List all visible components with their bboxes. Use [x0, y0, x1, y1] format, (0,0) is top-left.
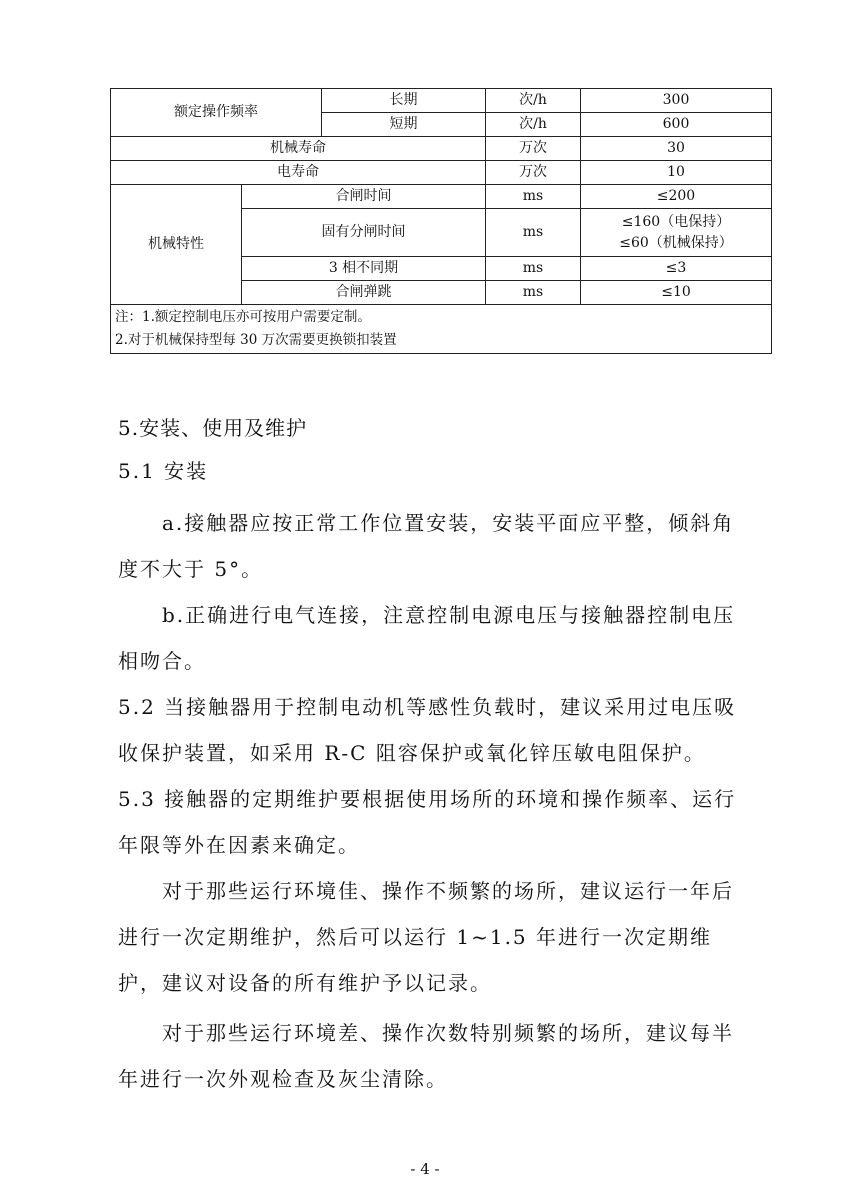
- table-row: [111, 161, 772, 185]
- open-time-value-electric: ≤160（电保持）: [621, 213, 731, 230]
- elec-life-value: 10: [581, 161, 772, 185]
- short-term-label: 短期: [322, 113, 486, 137]
- open-time-label: 固有分闸时间: [242, 209, 486, 257]
- table-notes: [111, 305, 772, 354]
- rated-freq-label: 额定操作频率: [111, 89, 322, 137]
- table-row: [111, 305, 772, 354]
- note-2: 2.对于机械保持型每 30 万次需要更换锁扣装置: [115, 332, 397, 348]
- paragraph-b: b.正确进行电气连接，注意控制电源电压与接触器控制电压相吻合。: [118, 603, 736, 673]
- long-term-value: 300: [581, 89, 772, 113]
- async-value: ≤3: [581, 257, 772, 281]
- paragraph-bad-env: 对于那些运行环境差、操作次数特别频繁的场所，建议每半年进行一次外观检查及灰尘清除。: [118, 1021, 734, 1091]
- close-time-unit: ms: [486, 185, 581, 209]
- short-term-value: 600: [581, 113, 772, 137]
- spec-table: [110, 88, 772, 354]
- bounce-unit: ms: [486, 281, 581, 305]
- note-1: 注：1.额定控制电压亦可按用户需要定制。: [115, 309, 371, 325]
- bounce-label: 合闸弹跳: [242, 281, 486, 305]
- mech-life-unit: 万次: [486, 137, 581, 161]
- page-number: - 4 -: [410, 1160, 440, 1178]
- paragraph-good-env: 对于那些运行环境佳、操作不频繁的场所，建议运行一年后进行一次定期维护，然后可以运行 1~1.5 年进行一次定期维护，建议对设备的所有维护予以记录。: [118, 879, 734, 995]
- long-term-label: 长期: [322, 89, 486, 113]
- async-label: 3 相不同期: [242, 257, 486, 281]
- elec-life-unit: 万次: [486, 161, 581, 185]
- open-time-value: [581, 209, 772, 257]
- elec-life-label: 电寿命: [111, 161, 486, 185]
- mech-char-label: 机械特性: [111, 185, 242, 305]
- short-term-unit: 次/h: [486, 113, 581, 137]
- close-time-value: ≤200: [581, 185, 772, 209]
- open-time-unit: ms: [486, 209, 581, 257]
- paragraph-5-3: 5.3 接触器的定期维护要根据使用场所的环境和操作频率、运行年限等外在因素来确定。: [118, 787, 737, 857]
- open-time-value-mechanical: ≤60（机械保持）: [619, 234, 733, 251]
- mech-life-value: 30: [581, 137, 772, 161]
- close-time-label: 合闸时间: [242, 185, 486, 209]
- long-term-unit: 次/h: [486, 89, 581, 113]
- async-unit: ms: [486, 257, 581, 281]
- paragraph-a: a.接触器应按正常工作位置安装，安装平面应平整，倾斜角度不大于 5°。: [118, 511, 735, 581]
- bounce-value: ≤10: [581, 281, 772, 305]
- mech-life-label: 机械寿命: [111, 137, 486, 161]
- table-row: [111, 185, 772, 209]
- table-row: [111, 89, 772, 113]
- paragraph-5-2: 5.2 当接触器用于控制电动机等感性负载时，建议采用过电压吸收保护装置，如采用 R-C 阻容保护或氧化锌压敏电阻保护。: [118, 695, 737, 765]
- table-row: [111, 137, 772, 161]
- section-title: 5.安装、使用及维护: [118, 416, 308, 440]
- subsection-title: 5.1 安装: [118, 459, 209, 483]
